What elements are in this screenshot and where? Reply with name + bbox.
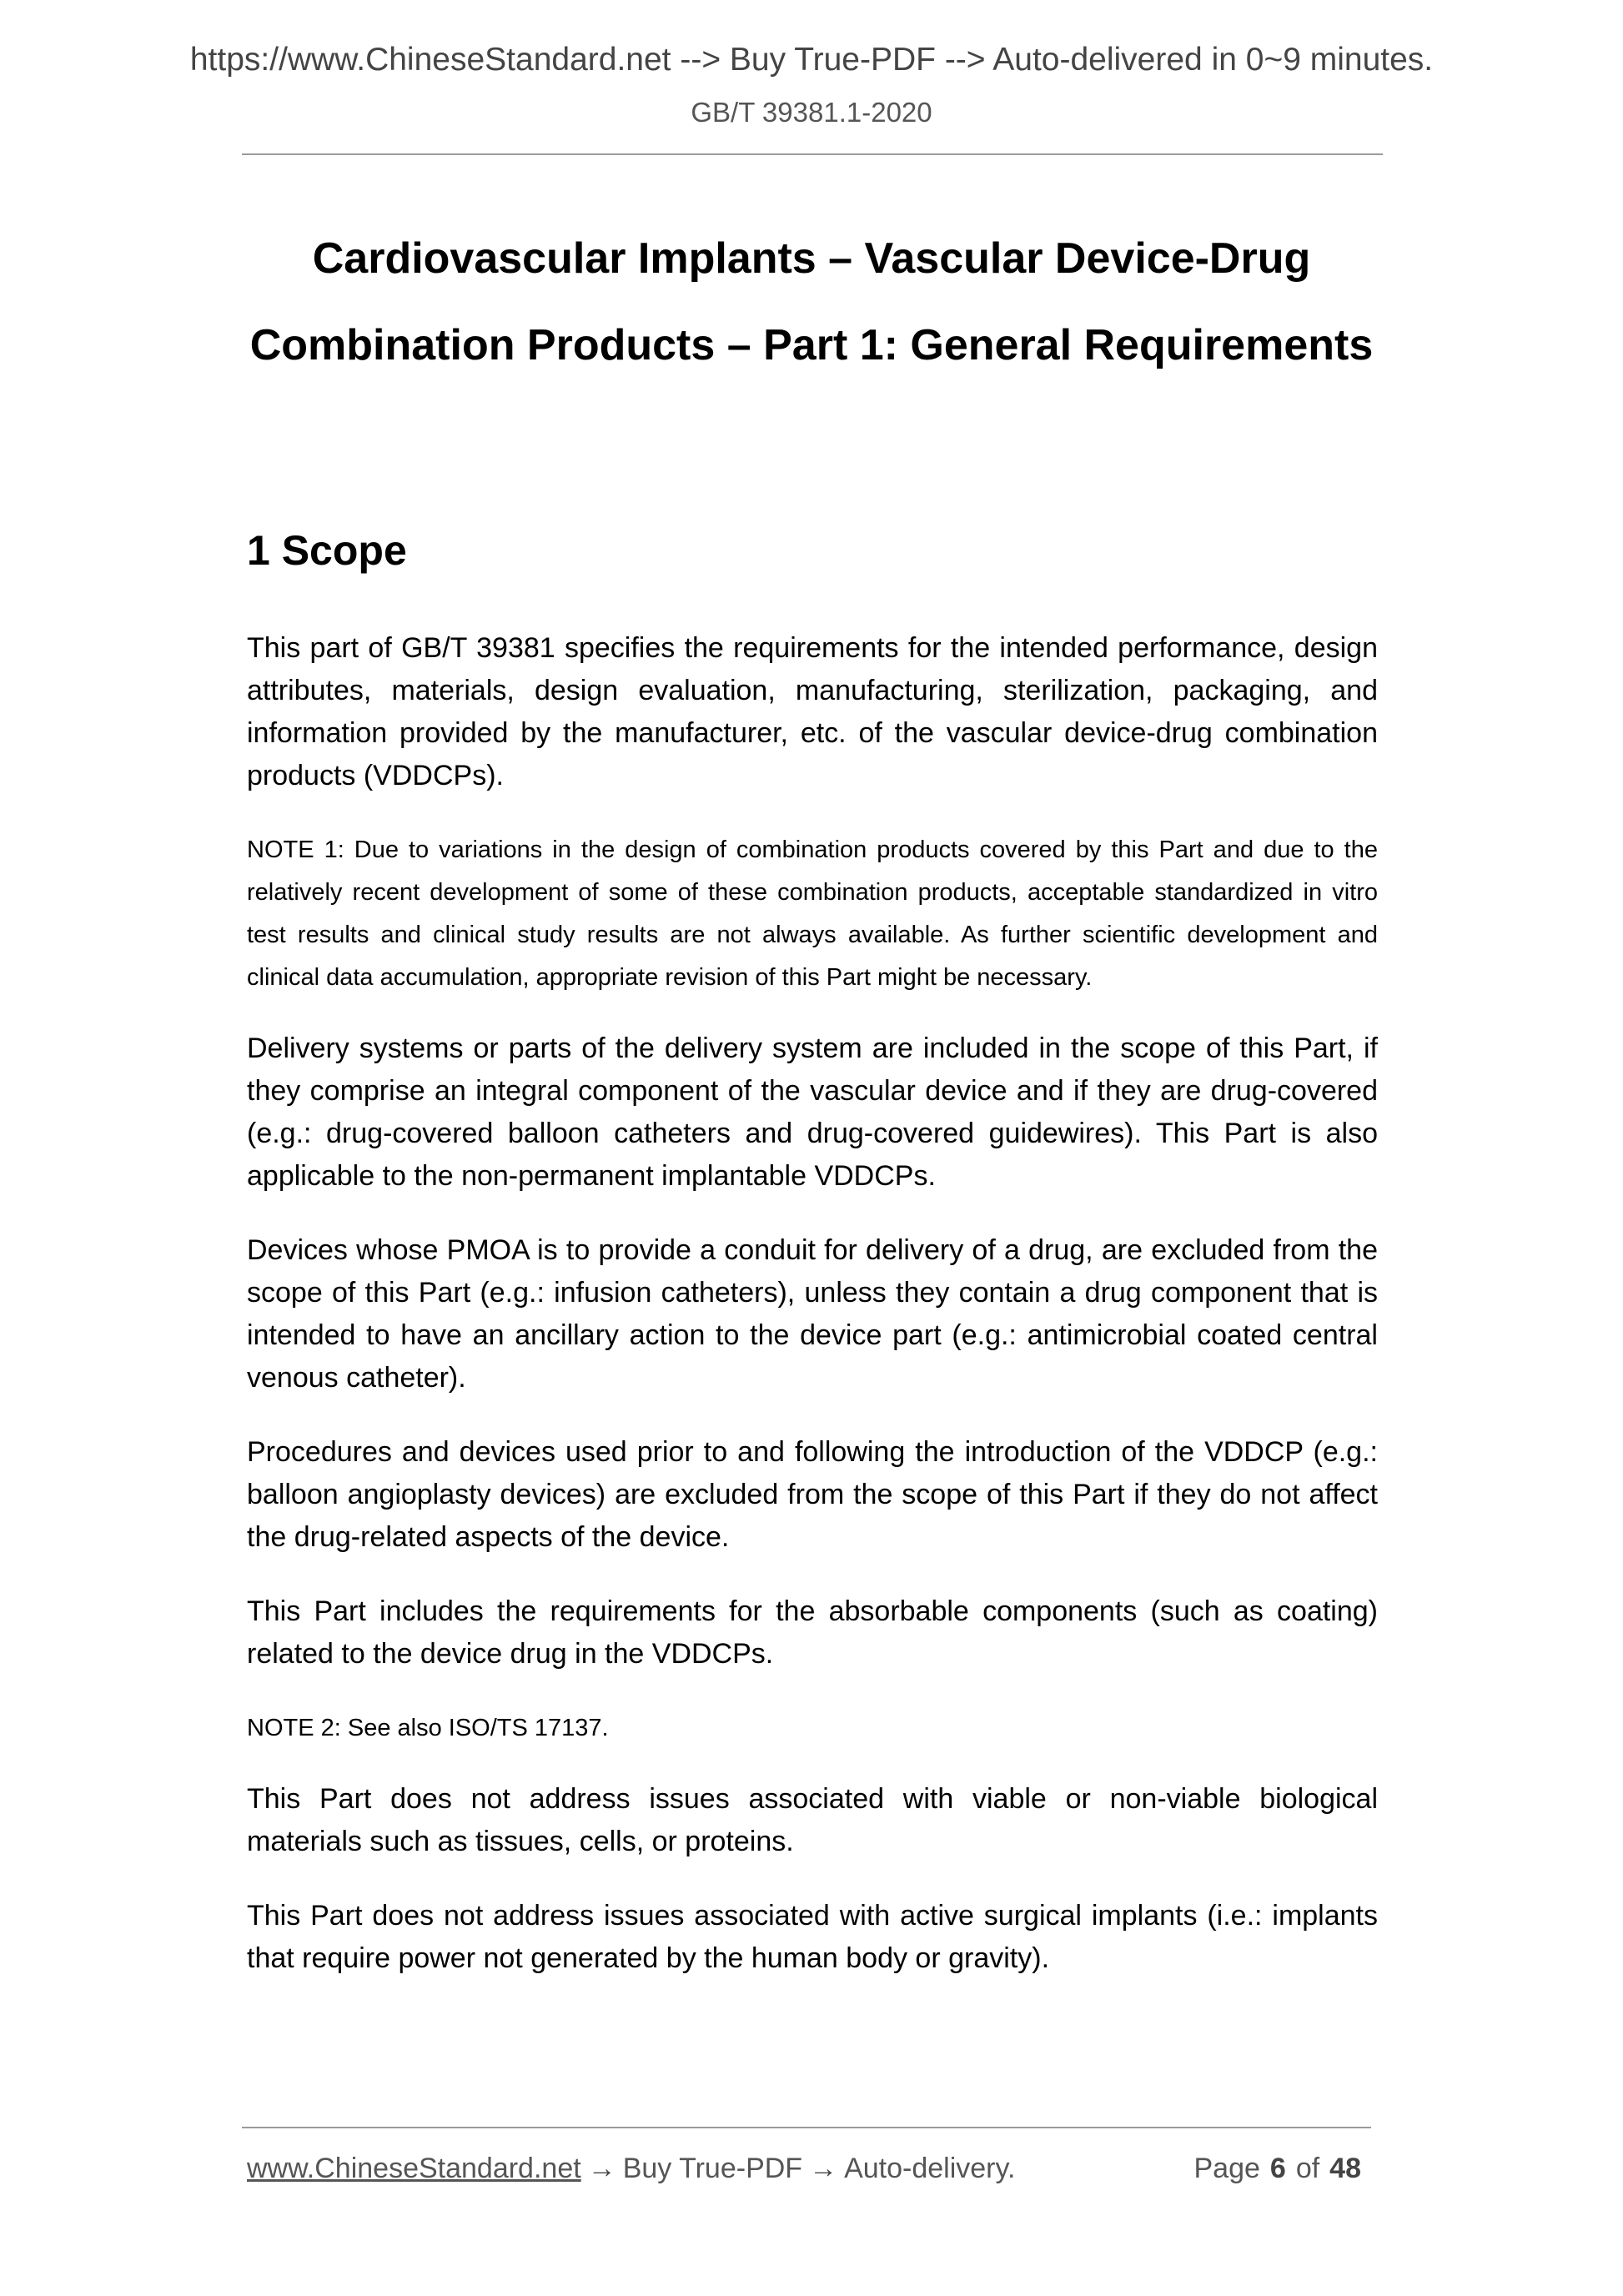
section-heading-scope: 1 Scope [247, 527, 407, 574]
page-number [1193, 2152, 1371, 2186]
header-divider [242, 153, 1383, 155]
buy-true-pdf-text: Buy True-PDF [622, 2153, 803, 2184]
procedures-paragraph: Procedures and devices used prior to and following the introduction of the VDDCP (e.g.: balloon angioplasty devices) are excluded from the scope of this Part if they do not affect the drug-related aspects of the device. [247, 1436, 1378, 1553]
total-pages: 48 [1329, 2153, 1361, 2184]
footer-promo [247, 2152, 1015, 2186]
pmoa-paragraph: Devices whose PMOA is to provide a conduit for delivery of a drug, are excluded from the scope of this Part (e.g.: infusion catheters), unless they contain a drug component that is intended to have an ancillary action to the device part (e.g.: antimicrobial coated central venous catheter). [247, 1234, 1378, 1394]
biological-materials-paragraph: This Part does not address issues associated with viable or non-viable biological materials such as tissues, cells, or proteins. [247, 1783, 1378, 1857]
standard-code: GB/T 39381.1-2020 [691, 97, 932, 128]
source-banner: https://www.ChineseStandard.net --> Buy True-PDF --> Auto-delivered in 0~9 minutes. [189, 42, 1434, 78]
arrow-right-icon: → [587, 2153, 616, 2184]
note-2: NOTE 2: See also ISO/TS 17137. [247, 1715, 609, 1741]
of-label: of [1295, 2153, 1320, 2184]
delivery-systems-paragraph: Delivery systems or parts of the delivery system are included in the scope of this Part, if they comprise an integral component of the vascular device and if they are drug-covered (e.g.: drug-covered balloon catheters and drug-covered guidewires). This Part is also applicable to the non-permanent implantable VDDCPs. [247, 1032, 1378, 1192]
arrow-right-icon: → [809, 2153, 838, 2184]
document-title [234, 215, 1389, 389]
current-page: 6 [1269, 2153, 1286, 2184]
absorbable-components-paragraph: This Part includes the requirements for the absorbable components (such as coating) related to the device drug in the VDDCPs. [247, 1595, 1378, 1670]
active-implants-paragraph: This Part does not address issues associated with active surgical implants (i.e.: implants that require power not generated by the human body or gravity). [247, 1900, 1378, 1974]
website-link[interactable]: www.ChineseStandard.net [247, 2153, 581, 2184]
footer-divider [242, 2127, 1371, 2128]
auto-delivery-text: Auto-delivery. [844, 2153, 1016, 2184]
scope-paragraph: This part of GB/T 39381 specifies the requirements for the intended performance, design attributes, materials, design evaluation, manufacturing, sterilization, packaging, and information provided by the manufacturer, etc. of the vascular device-drug combination products (VDDCPs). [247, 632, 1378, 791]
document-title-line-2: Combination Products – Part 1: General Requirements [249, 321, 1374, 369]
page-label: Page [1193, 2153, 1260, 2184]
document-body [247, 627, 1378, 2012]
note-1: NOTE 1: Due to variations in the design of combination products covered by this Part and due to the relatively recent development of some of these combination products, acceptable standardized in vitro test results and clinical study results are not always available. As further scientific development and clinical data accumulation, appropriate revision of this Part might be necessary. [247, 837, 1378, 991]
document-title-line-1: Cardiovascular Implants – Vascular Device-Drug [312, 234, 1311, 283]
